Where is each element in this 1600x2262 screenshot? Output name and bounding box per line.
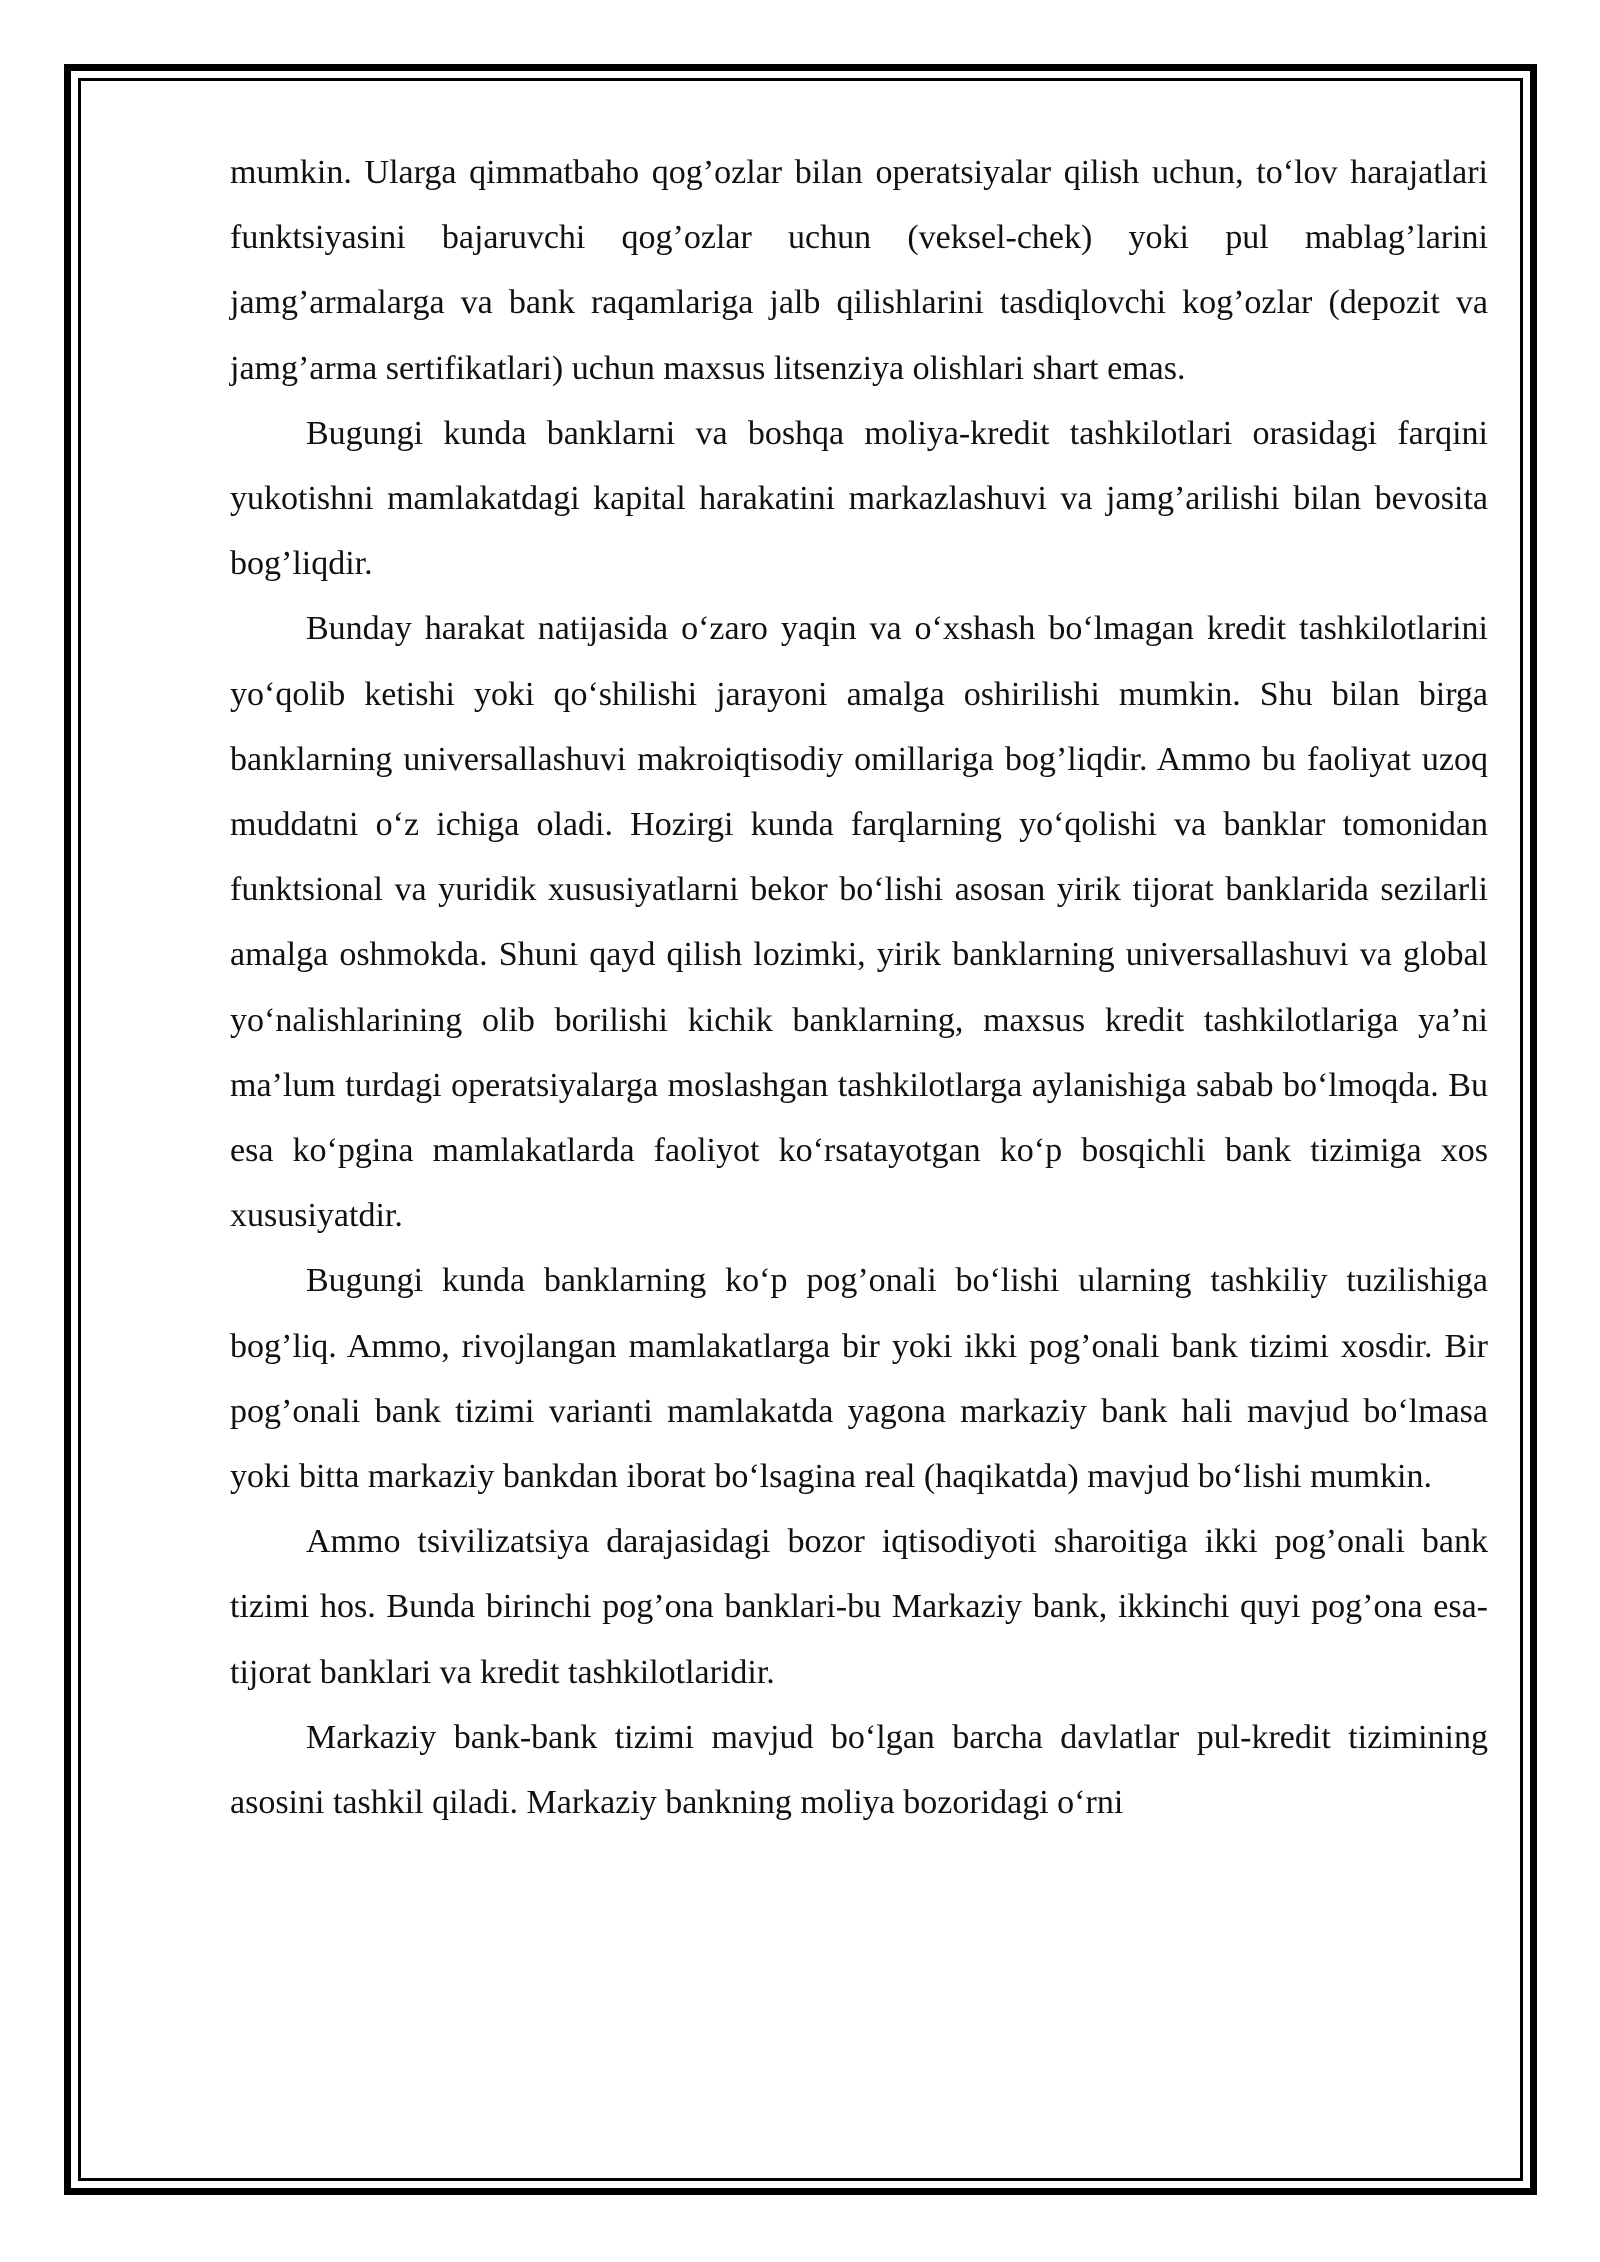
document-body [230, 140, 1488, 1835]
paragraph: Bugungi kunda banklarning ko‘p pog’onali bo‘lishi ularning tashkiliy tuzilishiga bog’liq. Ammo, rivojlangan mamlakatlarga bir yoki ikki pog’onali bank tizimi xosdir. Bir pog’onali bank tizimi varianti mamlakatda yagona markaziy bank hali mavjud bo‘lmasa yoki bitta markaziy bankdan iborat bo‘lsagina real (haqikatda) mavjud bo‘lishi mumkin. [230, 1262, 1488, 1496]
paragraph: Ammo tsivilizatsiya darajasidagi bozor iqtisodiyoti sharoitiga ikki pog’onali bank tizimi hos. Bunda birinchi pog’ona banklari-bu Markaziy bank, ikkinchi quyi pog’ona esa-tijorat banklari va kredit tashkilotlaridir. [230, 1523, 1488, 1691]
paragraph-continuation: mumkin. Ularga qimmatbaho qog’ozlar bilan operatsiyalar qilish uchun, to‘lov harajatlari funktsiyasini bajaruvchi qog’ozlar uchun (veksel-chek) yoki pul mablag’larini jamg’armalarga va bank raqamlariga jalb qilishlarini tasdiqlovchi kog’ozlar (depozit va jamg’arma sertifikatlari) uchun maxsus litsenziya olishlari shart emas. [230, 154, 1488, 387]
paragraph: Bugungi kunda banklarni va boshqa moliya-kredit tashkilotlari orasidagi farqini yukotishni mamlakatdagi kapital harakatini markazlashuvi va jamg’arilishi bilan bevosita bog’liqdir. [230, 414, 1488, 583]
paragraph: Bunday harakat natijasida o‘zaro yaqin va o‘xshash bo‘lmagan kredit tashkilotlarini yo‘qolib ketishi yoki qo‘shilishi jarayoni amalga oshirilishi mumkin. Shu bilan birga banklarning universallashuvi makroiqtisodiy omillariga bog’liqdir. Ammo bu faoliyat uzoq muddatni o‘z ichiga oladi. Hozirgi kunda farqlarning yo‘qolishi va banklar tomonidan funktsional va yuridik xususiyatlarni bekor bo‘lishi asosan yirik tijorat banklarida sezilarli amalga oshmokda. Shuni qayd qilish lozimki, yirik banklarning universallashuvi va global yo‘nalishlarining olib borilishi kichik banklarning, maxsus kredit tashkilotlariga ya’ni ma’lum turdagi operatsiyalarga moslashgan tashkilotlarga aylanishiga sabab bo‘lmoqda. Bu esa ko‘pgina mamlakatlarda faoliyot ko‘rsatayotgan ko‘p bosqichli bank tizimiga xos xususiyatdir. [230, 610, 1488, 1235]
paragraph: Markaziy bank-bank tizimi mavjud bo‘lgan barcha davlatlar pul-kredit tizimining asosini tashkil qiladi. Markaziy bankning moliya bozoridagi o‘rni [230, 1718, 1488, 1822]
